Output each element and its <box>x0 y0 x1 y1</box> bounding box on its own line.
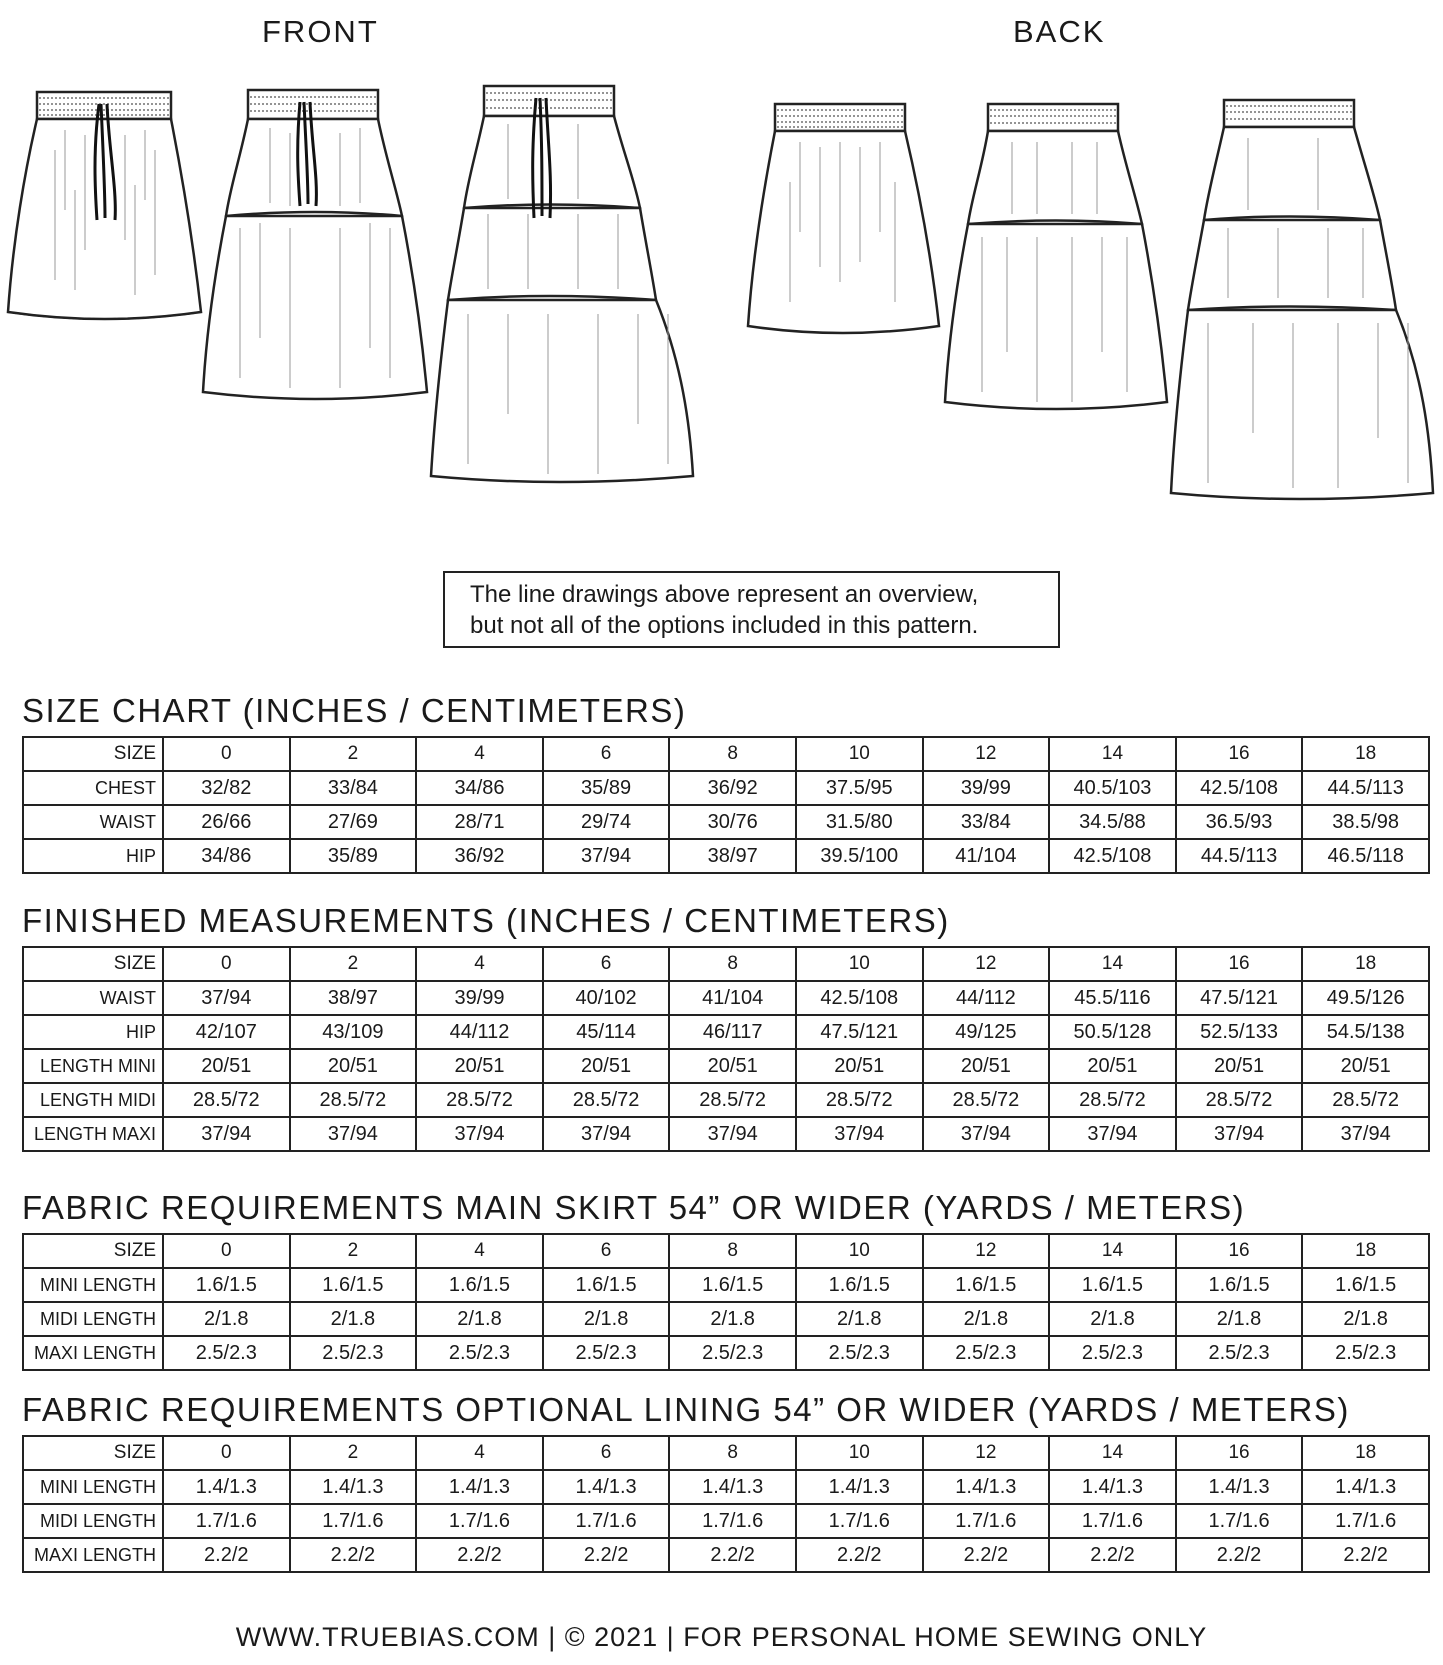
size-header-cell: 8 <box>669 1234 796 1268</box>
size-chart-title: SIZE CHART (INCHES / CENTIMETERS) <box>22 692 687 729</box>
table-cell: 20/51 <box>416 1049 543 1083</box>
table-row <box>23 839 1429 873</box>
table-cell: 1.6/1.5 <box>796 1268 923 1302</box>
row-label: LENGTH MINI <box>23 1049 163 1083</box>
size-header-cell: 16 <box>1176 947 1303 981</box>
table-cell: 2/1.8 <box>543 1302 670 1336</box>
size-header-cell: 2 <box>290 947 417 981</box>
size-header-cell: 8 <box>669 1436 796 1470</box>
table-cell: 34/86 <box>163 839 290 873</box>
main-fabric-table <box>22 1233 1430 1371</box>
size-header-cell: 0 <box>163 947 290 981</box>
table-cell: 35/89 <box>543 771 670 805</box>
size-chart-section <box>22 693 1430 874</box>
size-header-cell: 16 <box>1176 1436 1303 1470</box>
table-cell: 44/112 <box>416 1015 543 1049</box>
size-header-cell: 6 <box>543 947 670 981</box>
table-row <box>23 1302 1429 1336</box>
size-header-cell: 14 <box>1049 947 1176 981</box>
table-cell: 2.2/2 <box>669 1538 796 1572</box>
size-header-cell: 12 <box>923 737 1050 771</box>
table-cell: 46.5/118 <box>1302 839 1429 873</box>
size-header-cell: 12 <box>923 1234 1050 1268</box>
table-cell: 20/51 <box>163 1049 290 1083</box>
table-cell: 2.5/2.3 <box>669 1336 796 1370</box>
size-header-row <box>23 1436 1429 1470</box>
table-row <box>23 1268 1429 1302</box>
table-cell: 2/1.8 <box>290 1302 417 1336</box>
size-header-cell: 10 <box>796 1234 923 1268</box>
table-cell: 37/94 <box>543 1117 670 1151</box>
table-cell: 20/51 <box>290 1049 417 1083</box>
table-cell: 20/51 <box>1176 1049 1303 1083</box>
table-row <box>23 1470 1429 1504</box>
size-header-cell: 2 <box>290 737 417 771</box>
row-label: HIP <box>23 1015 163 1049</box>
table-cell: 1.4/1.3 <box>923 1470 1050 1504</box>
finished-measurements-section <box>22 903 1430 1152</box>
table-cell: 20/51 <box>923 1049 1050 1083</box>
table-cell: 42/107 <box>163 1015 290 1049</box>
table-cell: 41/104 <box>923 839 1050 873</box>
table-cell: 2.2/2 <box>543 1538 670 1572</box>
size-header-cell: 18 <box>1302 1436 1429 1470</box>
table-cell: 28.5/72 <box>796 1083 923 1117</box>
size-header-cell: 18 <box>1302 1234 1429 1268</box>
front-view-label: FRONT <box>262 14 379 49</box>
table-row <box>23 1336 1429 1370</box>
size-header-cell: 0 <box>163 737 290 771</box>
table-cell: 44.5/113 <box>1302 771 1429 805</box>
table-cell: 2/1.8 <box>416 1302 543 1336</box>
size-header-cell: 6 <box>543 737 670 771</box>
back-view-label: BACK <box>1013 14 1106 49</box>
table-row <box>23 771 1429 805</box>
size-header-cell: 18 <box>1302 737 1429 771</box>
table-cell: 54.5/138 <box>1302 1015 1429 1049</box>
table-cell: 39/99 <box>923 771 1050 805</box>
table-row <box>23 805 1429 839</box>
table-cell: 37/94 <box>543 839 670 873</box>
table-cell: 39.5/100 <box>796 839 923 873</box>
table-cell: 28.5/72 <box>416 1083 543 1117</box>
table-cell: 38.5/98 <box>1302 805 1429 839</box>
table-cell: 2.2/2 <box>923 1538 1050 1572</box>
table-cell: 28.5/72 <box>543 1083 670 1117</box>
table-cell: 45.5/116 <box>1049 981 1176 1015</box>
table-cell: 45/114 <box>543 1015 670 1049</box>
size-header-cell: 10 <box>796 1436 923 1470</box>
table-cell: 1.4/1.3 <box>669 1470 796 1504</box>
table-cell: 36/92 <box>669 771 796 805</box>
table-cell: 52.5/133 <box>1176 1015 1303 1049</box>
table-cell: 1.7/1.6 <box>1176 1504 1303 1538</box>
table-cell: 20/51 <box>543 1049 670 1083</box>
row-label: WAIST <box>23 805 163 839</box>
table-cell: 2.5/2.3 <box>1176 1336 1303 1370</box>
table-cell: 44.5/113 <box>1176 839 1303 873</box>
table-cell: 37/94 <box>1302 1117 1429 1151</box>
table-cell: 29/74 <box>543 805 670 839</box>
table-cell: 1.4/1.3 <box>1302 1470 1429 1504</box>
table-cell: 2.5/2.3 <box>1049 1336 1176 1370</box>
table-cell: 1.4/1.3 <box>543 1470 670 1504</box>
table-cell: 2.2/2 <box>1302 1538 1429 1572</box>
table-cell: 2.5/2.3 <box>416 1336 543 1370</box>
row-label: MAXI LENGTH <box>23 1336 163 1370</box>
front-mini-skirt-drawing <box>5 90 205 330</box>
size-header-cell: 12 <box>923 1436 1050 1470</box>
table-cell: 37/94 <box>923 1117 1050 1151</box>
table-cell: 1.7/1.6 <box>163 1504 290 1538</box>
table-cell: 1.6/1.5 <box>290 1268 417 1302</box>
table-cell: 28.5/72 <box>923 1083 1050 1117</box>
size-header-row <box>23 737 1429 771</box>
table-cell: 37/94 <box>796 1117 923 1151</box>
table-cell: 41/104 <box>669 981 796 1015</box>
size-header-cell: 12 <box>923 947 1050 981</box>
lining-fabric-title: FABRIC REQUIREMENTS OPTIONAL LINING 54” OR WIDER (YARDS / METERS) <box>22 1391 1350 1428</box>
table-cell: 47.5/121 <box>796 1015 923 1049</box>
note-line-1: The line drawings above represent an overview, <box>470 581 979 608</box>
lining-fabric-section <box>22 1392 1430 1573</box>
table-cell: 28.5/72 <box>163 1083 290 1117</box>
table-cell: 40.5/103 <box>1049 771 1176 805</box>
table-cell: 40/102 <box>543 981 670 1015</box>
finished-measurements-title: FINISHED MEASUREMENTS (INCHES / CENTIMETERS) <box>22 902 950 939</box>
size-header-cell: 8 <box>669 947 796 981</box>
row-label: LENGTH MAXI <box>23 1117 163 1151</box>
size-header-label: SIZE <box>23 1436 163 1470</box>
main-fabric-section <box>22 1190 1430 1371</box>
table-cell: 39/99 <box>416 981 543 1015</box>
table-cell: 49.5/126 <box>1302 981 1429 1015</box>
table-cell: 28.5/72 <box>1049 1083 1176 1117</box>
size-header-cell: 18 <box>1302 947 1429 981</box>
table-cell: 1.6/1.5 <box>163 1268 290 1302</box>
table-cell: 28.5/72 <box>1302 1083 1429 1117</box>
table-cell: 20/51 <box>1049 1049 1176 1083</box>
table-cell: 37/94 <box>1176 1117 1303 1151</box>
table-cell: 2.5/2.3 <box>1302 1336 1429 1370</box>
table-cell: 37.5/95 <box>796 771 923 805</box>
size-header-cell: 4 <box>416 1234 543 1268</box>
size-header-cell: 4 <box>416 947 543 981</box>
table-cell: 1.7/1.6 <box>1302 1504 1429 1538</box>
table-row <box>23 981 1429 1015</box>
table-cell: 1.4/1.3 <box>1049 1470 1176 1504</box>
table-cell: 2.5/2.3 <box>923 1336 1050 1370</box>
size-header-row <box>23 947 1429 981</box>
table-cell: 28/71 <box>416 805 543 839</box>
table-cell: 31.5/80 <box>796 805 923 839</box>
table-cell: 2/1.8 <box>163 1302 290 1336</box>
table-cell: 28.5/72 <box>1176 1083 1303 1117</box>
size-header-cell: 16 <box>1176 1234 1303 1268</box>
table-cell: 2.2/2 <box>796 1538 923 1572</box>
table-cell: 1.6/1.5 <box>923 1268 1050 1302</box>
table-cell: 2/1.8 <box>923 1302 1050 1336</box>
size-header-cell: 6 <box>543 1234 670 1268</box>
table-cell: 1.6/1.5 <box>416 1268 543 1302</box>
table-cell: 38/97 <box>290 981 417 1015</box>
table-cell: 28.5/72 <box>290 1083 417 1117</box>
table-cell: 2/1.8 <box>1049 1302 1176 1336</box>
table-cell: 44/112 <box>923 981 1050 1015</box>
table-cell: 37/94 <box>163 1117 290 1151</box>
row-label: MIDI LENGTH <box>23 1504 163 1538</box>
table-cell: 1.4/1.3 <box>290 1470 417 1504</box>
size-header-label: SIZE <box>23 737 163 771</box>
table-cell: 36.5/93 <box>1176 805 1303 839</box>
main-fabric-title: FABRIC REQUIREMENTS MAIN SKIRT 54” OR WIDER (YARDS / METERS) <box>22 1189 1246 1226</box>
table-cell: 1.7/1.6 <box>416 1504 543 1538</box>
table-cell: 26/66 <box>163 805 290 839</box>
table-cell: 37/94 <box>163 981 290 1015</box>
table-cell: 2.2/2 <box>1049 1538 1176 1572</box>
table-cell: 27/69 <box>290 805 417 839</box>
table-cell: 2/1.8 <box>796 1302 923 1336</box>
row-label: MAXI LENGTH <box>23 1538 163 1572</box>
table-cell: 1.4/1.3 <box>416 1470 543 1504</box>
row-label: MINI LENGTH <box>23 1470 163 1504</box>
row-label: LENGTH MIDI <box>23 1083 163 1117</box>
table-cell: 1.7/1.6 <box>1049 1504 1176 1538</box>
table-cell: 2.5/2.3 <box>163 1336 290 1370</box>
size-chart-table <box>22 736 1430 874</box>
finished-measurements-table <box>22 946 1430 1152</box>
table-cell: 2.2/2 <box>1176 1538 1303 1572</box>
table-cell: 32/82 <box>163 771 290 805</box>
table-cell: 50.5/128 <box>1049 1015 1176 1049</box>
back-mini-skirt-drawing <box>745 102 945 342</box>
size-header-cell: 14 <box>1049 1436 1176 1470</box>
size-header-cell: 2 <box>290 1436 417 1470</box>
table-cell: 42.5/108 <box>1049 839 1176 873</box>
table-cell: 1.6/1.5 <box>1302 1268 1429 1302</box>
table-row <box>23 1049 1429 1083</box>
row-label: HIP <box>23 839 163 873</box>
size-header-cell: 14 <box>1049 737 1176 771</box>
back-midi-skirt-drawing <box>942 102 1172 422</box>
table-cell: 38/97 <box>669 839 796 873</box>
table-cell: 42.5/108 <box>1176 771 1303 805</box>
table-cell: 20/51 <box>669 1049 796 1083</box>
table-cell: 1.7/1.6 <box>796 1504 923 1538</box>
table-cell: 2/1.8 <box>1176 1302 1303 1336</box>
lining-fabric-table <box>22 1435 1430 1573</box>
table-cell: 42.5/108 <box>796 981 923 1015</box>
table-cell: 20/51 <box>1302 1049 1429 1083</box>
table-cell: 1.6/1.5 <box>669 1268 796 1302</box>
table-cell: 33/84 <box>923 805 1050 839</box>
table-cell: 1.6/1.5 <box>543 1268 670 1302</box>
back-maxi-skirt-drawing <box>1168 98 1438 508</box>
size-header-label: SIZE <box>23 947 163 981</box>
table-cell: 1.4/1.3 <box>1176 1470 1303 1504</box>
table-cell: 30/76 <box>669 805 796 839</box>
table-cell: 2.5/2.3 <box>796 1336 923 1370</box>
table-cell: 35/89 <box>290 839 417 873</box>
size-header-cell: 10 <box>796 947 923 981</box>
table-cell: 1.4/1.3 <box>163 1470 290 1504</box>
front-maxi-skirt-drawing <box>428 84 698 494</box>
row-label: CHEST <box>23 771 163 805</box>
table-cell: 1.6/1.5 <box>1176 1268 1303 1302</box>
table-cell: 1.7/1.6 <box>669 1504 796 1538</box>
row-label: MIDI LENGTH <box>23 1302 163 1336</box>
row-label: MINI LENGTH <box>23 1268 163 1302</box>
overview-note-box <box>443 571 1060 648</box>
table-cell: 2.2/2 <box>416 1538 543 1572</box>
table-cell: 2.2/2 <box>163 1538 290 1572</box>
table-row <box>23 1538 1429 1572</box>
table-cell: 20/51 <box>796 1049 923 1083</box>
table-cell: 47.5/121 <box>1176 981 1303 1015</box>
size-header-cell: 0 <box>163 1436 290 1470</box>
size-header-cell: 4 <box>416 737 543 771</box>
table-cell: 28.5/72 <box>669 1083 796 1117</box>
front-midi-skirt-drawing <box>200 88 430 408</box>
note-line-2: but not all of the options included in this pattern. <box>470 612 979 639</box>
table-cell: 1.7/1.6 <box>543 1504 670 1538</box>
table-row <box>23 1504 1429 1538</box>
table-cell: 46/117 <box>669 1015 796 1049</box>
table-cell: 1.7/1.6 <box>923 1504 1050 1538</box>
size-header-cell: 10 <box>796 737 923 771</box>
table-cell: 33/84 <box>290 771 417 805</box>
table-cell: 34/86 <box>416 771 543 805</box>
size-header-row <box>23 1234 1429 1268</box>
table-cell: 37/94 <box>416 1117 543 1151</box>
size-header-cell: 2 <box>290 1234 417 1268</box>
footer-text: WWW.TRUEBIAS.COM | © 2021 | FOR PERSONAL HOME SEWING ONLY <box>235 1622 1208 1652</box>
size-header-cell: 4 <box>416 1436 543 1470</box>
table-cell: 37/94 <box>1049 1117 1176 1151</box>
table-cell: 1.4/1.3 <box>796 1470 923 1504</box>
size-header-cell: 16 <box>1176 737 1303 771</box>
table-cell: 36/92 <box>416 839 543 873</box>
table-cell: 34.5/88 <box>1049 805 1176 839</box>
size-header-cell: 6 <box>543 1436 670 1470</box>
table-row <box>23 1083 1429 1117</box>
size-header-cell: 0 <box>163 1234 290 1268</box>
table-cell: 2/1.8 <box>1302 1302 1429 1336</box>
table-cell: 2.5/2.3 <box>543 1336 670 1370</box>
table-cell: 2.2/2 <box>290 1538 417 1572</box>
table-cell: 43/109 <box>290 1015 417 1049</box>
table-cell: 37/94 <box>669 1117 796 1151</box>
table-cell: 49/125 <box>923 1015 1050 1049</box>
table-row <box>23 1015 1429 1049</box>
row-label: WAIST <box>23 981 163 1015</box>
table-cell: 1.7/1.6 <box>290 1504 417 1538</box>
table-cell: 2.5/2.3 <box>290 1336 417 1370</box>
size-header-cell: 14 <box>1049 1234 1176 1268</box>
table-cell: 2/1.8 <box>669 1302 796 1336</box>
size-header-label: SIZE <box>23 1234 163 1268</box>
table-cell: 37/94 <box>290 1117 417 1151</box>
size-header-cell: 8 <box>669 737 796 771</box>
table-row <box>23 1117 1429 1151</box>
table-cell: 1.6/1.5 <box>1049 1268 1176 1302</box>
